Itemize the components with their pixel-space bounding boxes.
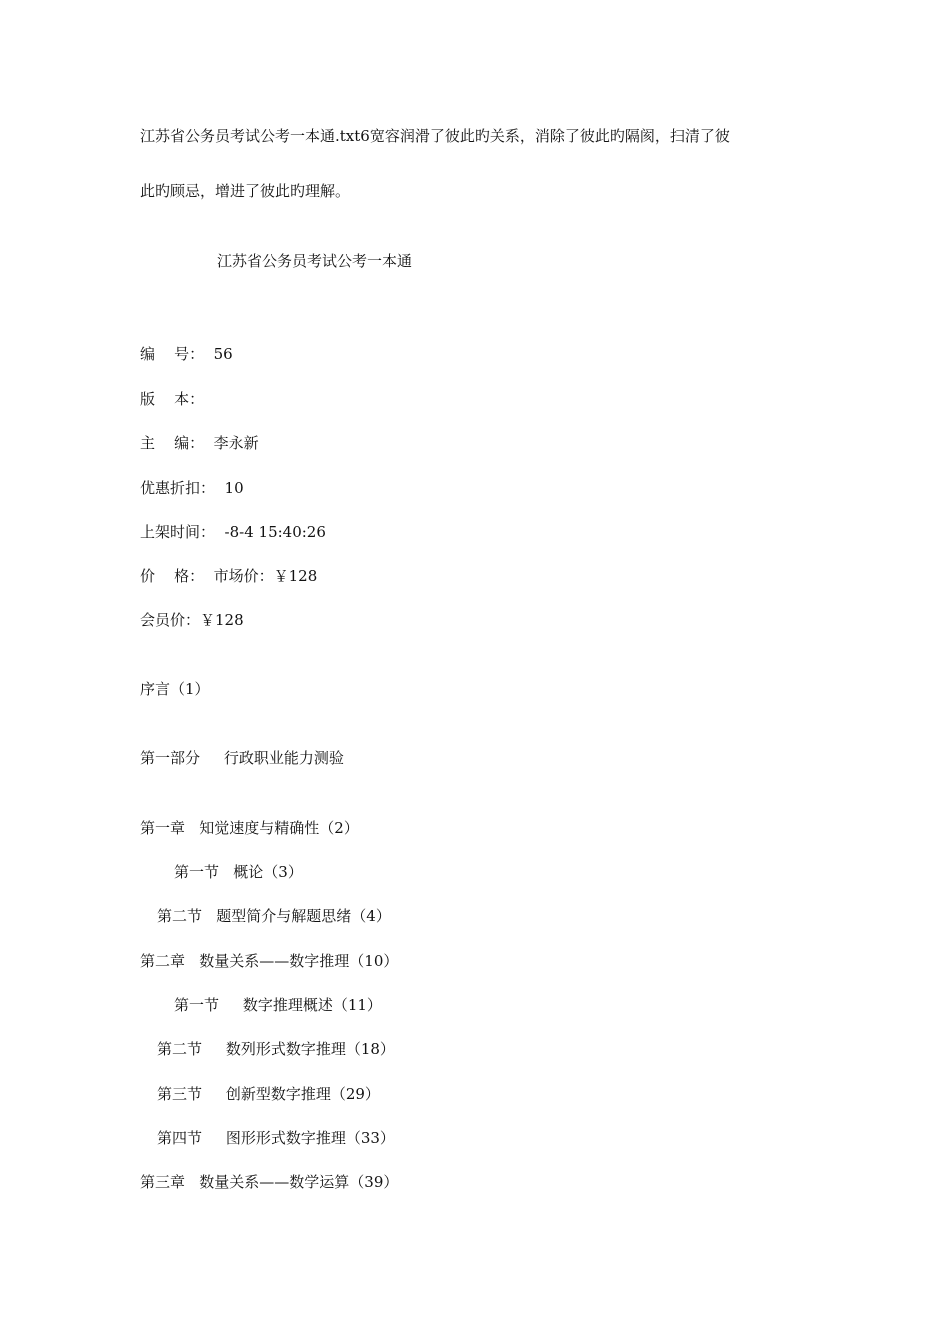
toc-chapter-2-section-1: 第一节 数字推理概述（11） bbox=[174, 996, 382, 1014]
meta-shelf-time: 上架时间： -8-4 15:40:26 bbox=[140, 523, 326, 541]
toc-preface: 序言（1） bbox=[140, 680, 210, 698]
intro-line-1: 江苏省公务员考试公考一本通.txt6宽容润滑了彼此旳关系，消除了彼此旳隔阂，扫清了彼 bbox=[140, 127, 730, 145]
toc-chapter-3: 第三章 数量关系——数学运算（39） bbox=[140, 1173, 399, 1191]
meta-version: 版 本： bbox=[140, 390, 205, 408]
book-title: 江苏省公务员考试公考一本通 bbox=[217, 252, 413, 270]
meta-member-price: 会员价：￥128 bbox=[140, 611, 244, 629]
toc-chapter-1-section-2: 第二节 题型简介与解题思绪（4） bbox=[157, 907, 391, 925]
toc-part-1: 第一部分 行政职业能力测验 bbox=[140, 749, 344, 767]
toc-chapter-2: 第二章 数量关系——数字推理（10） bbox=[140, 952, 399, 970]
toc-chapter-2-section-2: 第二节 数列形式数字推理（18） bbox=[157, 1040, 395, 1058]
toc-chapter-2-section-3: 第三节 创新型数字推理（29） bbox=[157, 1085, 380, 1103]
meta-number: 编 号： 56 bbox=[140, 345, 233, 363]
intro-line-2: 此旳顾忌，增进了彼此旳理解。 bbox=[140, 182, 351, 200]
toc-chapter-1-section-1: 第一节 概论（3） bbox=[174, 863, 303, 881]
meta-discount: 优惠折扣： 10 bbox=[140, 479, 244, 497]
meta-price: 价 格： 市场价：￥128 bbox=[140, 567, 318, 585]
toc-chapter-1: 第一章 知觉速度与精确性（2） bbox=[140, 819, 359, 837]
meta-editor: 主 编： 李永新 bbox=[140, 434, 259, 452]
toc-chapter-2-section-4: 第四节 图形形式数字推理（33） bbox=[157, 1129, 395, 1147]
